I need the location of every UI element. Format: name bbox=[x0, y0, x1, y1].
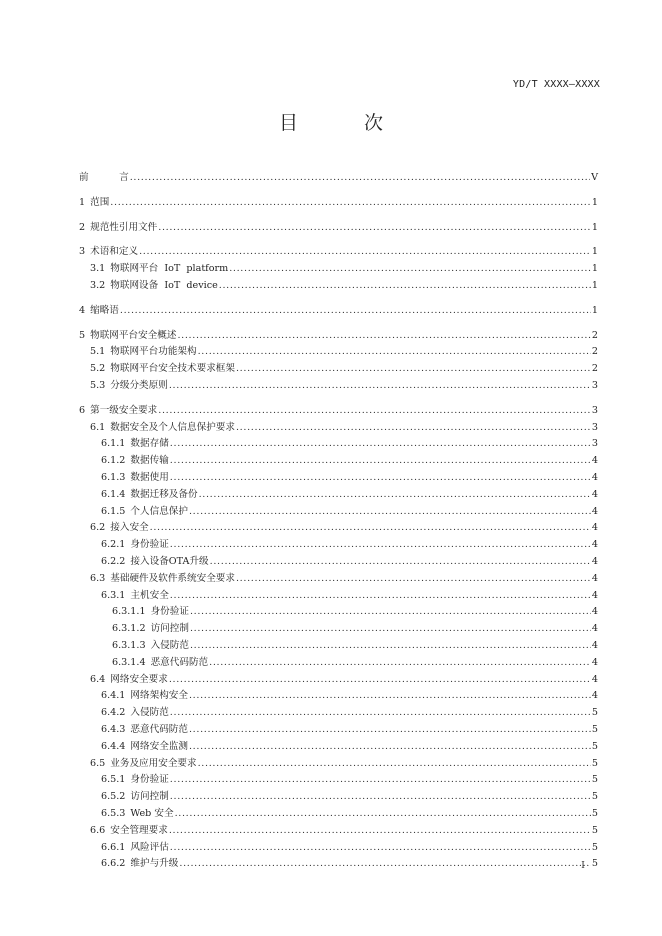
toc-entry[interactable] bbox=[90, 262, 598, 276]
toc-entry-number: 6.1.2 bbox=[101, 455, 126, 467]
toc-entry-number: 6.1.1 bbox=[101, 438, 126, 450]
toc-leader-dots bbox=[198, 757, 591, 771]
toc-entry-number: 6.3.1 bbox=[101, 589, 126, 601]
toc-leader-dots bbox=[169, 379, 591, 393]
toc-entry-page: 4 bbox=[591, 522, 598, 534]
toc-entry[interactable] bbox=[112, 605, 598, 619]
toc-leader-dots bbox=[170, 538, 591, 552]
toc-entry-page: 4 bbox=[591, 673, 598, 685]
toc-entry-title: 术语和定义 bbox=[90, 246, 139, 258]
toc-entry-page: 4 bbox=[591, 539, 598, 551]
toc-entry-title: 恶意代码防范 bbox=[150, 656, 209, 668]
toc-leader-dots bbox=[169, 824, 591, 838]
toc-entry-page: 2 bbox=[591, 346, 598, 358]
toc-entry[interactable] bbox=[90, 345, 598, 359]
toc-entry-title: 身份验证 bbox=[150, 606, 189, 618]
toc-entry-number: 6.5 bbox=[90, 757, 106, 769]
toc-entry[interactable] bbox=[90, 379, 598, 393]
toc-entry[interactable] bbox=[101, 538, 598, 552]
toc-entry-page: 5 bbox=[591, 774, 598, 786]
toc-entry-number: 6.5.3 bbox=[101, 808, 126, 819]
document-code: YD/T XXXX—XXXX bbox=[512, 79, 600, 90]
toc-entry[interactable] bbox=[112, 622, 598, 636]
toc-entry-title: 网络安全监测 bbox=[130, 740, 188, 752]
toc-entry-page: 5 bbox=[591, 724, 598, 735]
toc-entry-title: 入侵防范 bbox=[150, 640, 189, 651]
toc-entry[interactable] bbox=[90, 362, 598, 376]
toc-leader-dots bbox=[190, 639, 591, 653]
toc-entry[interactable] bbox=[101, 773, 598, 787]
page-title: 目 次 bbox=[278, 112, 414, 134]
toc-entry-page: 3 bbox=[591, 438, 598, 450]
toc-entry[interactable] bbox=[90, 824, 598, 838]
toc-entry-number: 6.2 bbox=[90, 522, 106, 534]
toc-entry-number: 6.1.3 bbox=[101, 472, 126, 483]
toc-leader-dots bbox=[110, 196, 591, 210]
toc-entry-number: 前 bbox=[79, 172, 89, 183]
toc-entry[interactable] bbox=[79, 196, 598, 210]
toc-entry-number: 6.6.2 bbox=[101, 858, 126, 870]
toc-entry-number: 6.4.2 bbox=[101, 707, 126, 719]
toc-entry-page: 4 bbox=[591, 488, 598, 500]
toc-entry-page: 4 bbox=[591, 606, 598, 618]
toc-entry-page: 4 bbox=[591, 556, 598, 567]
toc-entry-title: 接入设备OTA升级 bbox=[130, 556, 209, 567]
toc-entry-title: 身份验证 bbox=[130, 774, 169, 786]
toc-leader-dots bbox=[150, 521, 591, 535]
toc-entry-number: 5.1 bbox=[90, 346, 106, 358]
toc-leader-dots bbox=[189, 689, 591, 703]
toc-entry-title: 安全管理要求 bbox=[110, 824, 168, 836]
toc-entry-number: 6.3.1.1 bbox=[112, 606, 146, 618]
toc-entry[interactable] bbox=[101, 555, 598, 569]
toc-entry-number: 6.5.1 bbox=[101, 774, 126, 786]
toc-entry-title: 物联网平台安全技术要求框架 bbox=[110, 363, 235, 375]
toc-leader-dots bbox=[209, 656, 591, 670]
toc-leader-dots bbox=[198, 345, 591, 359]
toc-leader-dots bbox=[170, 773, 591, 787]
toc-entry-title: 数据使用 bbox=[130, 472, 169, 483]
toc-entry-number: 6.3.1.4 bbox=[112, 656, 146, 668]
toc-entry-title: 物联网平台功能架构 bbox=[110, 346, 197, 358]
toc-leader-dots bbox=[189, 505, 591, 519]
toc-entry-title: 物联网平台 IoT platform bbox=[110, 263, 229, 275]
toc-leader-dots bbox=[189, 723, 591, 737]
toc-entry-page: 5 bbox=[591, 841, 598, 853]
toc-leader-dots bbox=[236, 421, 591, 435]
toc-leader-dots bbox=[158, 404, 591, 418]
toc-entry-page: 2 bbox=[591, 363, 598, 375]
toc-leader-dots bbox=[190, 622, 591, 636]
toc-entry[interactable] bbox=[90, 279, 598, 293]
toc-leader-dots bbox=[199, 488, 591, 502]
toc-entry-page: 4 bbox=[591, 589, 598, 601]
toc-entry-title: 物联网设备 IoT device bbox=[110, 280, 218, 291]
toc-entry-page: 4 bbox=[591, 505, 598, 517]
toc-entry-number: 6.3.1.2 bbox=[112, 623, 146, 635]
toc-entry[interactable] bbox=[101, 841, 598, 855]
toc-entry-title: 第一级安全要求 bbox=[90, 404, 158, 416]
toc-entry[interactable] bbox=[90, 421, 598, 435]
toc-entry[interactable] bbox=[90, 521, 598, 535]
toc-entry-number: 6.4.1 bbox=[101, 690, 126, 702]
toc-entry-title: 缩略语 bbox=[90, 304, 119, 316]
toc-leader-dots bbox=[120, 304, 591, 318]
toc-entry-number: 6.4.3 bbox=[101, 724, 126, 735]
toc-entry-page: V bbox=[591, 172, 598, 183]
toc-entry-title: 入侵防范 bbox=[130, 707, 169, 719]
toc-entry-number: 6.6.1 bbox=[101, 841, 126, 853]
toc-leader-dots bbox=[236, 362, 591, 376]
toc-entry-page: 1 bbox=[591, 263, 598, 275]
toc-entry[interactable] bbox=[79, 171, 598, 185]
toc-entry-page: 4 bbox=[591, 455, 598, 467]
toc-entry[interactable] bbox=[90, 572, 598, 586]
toc-entry-title: 网络安全要求 bbox=[110, 673, 168, 685]
toc-entry-title: Web 安全 bbox=[130, 808, 174, 819]
toc-entry-title: 数据传输 bbox=[130, 455, 169, 467]
toc-entry-page: 4 bbox=[591, 472, 598, 483]
toc-entry-page: 5 bbox=[591, 740, 598, 752]
toc-entry-title: 数据迁移及备份 bbox=[130, 488, 198, 500]
toc-entry-title: 范围 bbox=[90, 196, 110, 208]
toc-entry-title: 物联网平台安全概述 bbox=[90, 329, 177, 341]
toc-entry-number: 1 bbox=[79, 196, 86, 208]
toc-entry[interactable] bbox=[101, 471, 598, 485]
toc-entry-title: 身份验证 bbox=[130, 539, 169, 551]
toc-entry[interactable] bbox=[101, 723, 598, 737]
toc-entry-number: 3.2 bbox=[90, 280, 106, 291]
toc-entry-title: 恶意代码防范 bbox=[130, 724, 188, 735]
toc-entry-page: 4 bbox=[591, 690, 598, 702]
toc-entry-title: 访问控制 bbox=[130, 791, 169, 803]
toc-entry-page: 4 bbox=[591, 656, 598, 668]
toc-entry[interactable] bbox=[79, 329, 598, 343]
toc-entry-number: 6.3.1.3 bbox=[112, 640, 146, 651]
toc-entry-number: 6.4 bbox=[90, 673, 106, 685]
toc-entry-page: 1 bbox=[591, 246, 598, 258]
toc-entry-title: 网络架构安全 bbox=[130, 690, 188, 702]
toc-leader-dots bbox=[175, 807, 591, 821]
page-number: I bbox=[581, 861, 585, 871]
toc-entry[interactable] bbox=[101, 488, 598, 502]
toc-leader-dots bbox=[170, 706, 591, 720]
toc-entry-title: 数据安全及个人信息保护要求 bbox=[110, 421, 235, 433]
toc-entry-page: 5 bbox=[591, 757, 598, 769]
toc-entry-title: 业务及应用安全要求 bbox=[110, 757, 197, 769]
toc-entry-page: 5 bbox=[591, 808, 598, 819]
toc-leader-dots bbox=[189, 740, 591, 754]
toc-entry[interactable] bbox=[90, 757, 598, 771]
toc-leader-dots bbox=[219, 279, 591, 293]
toc-entry-page: 3 bbox=[591, 380, 598, 391]
toc-leader-dots bbox=[170, 589, 591, 603]
toc-entry[interactable] bbox=[101, 454, 598, 468]
toc-entry[interactable] bbox=[79, 245, 598, 259]
toc-entry-page: 1 bbox=[591, 196, 598, 208]
toc-entry-page: 1 bbox=[591, 221, 598, 233]
toc-entry-title: 接入安全 bbox=[110, 522, 149, 534]
toc-leader-dots bbox=[170, 454, 591, 468]
toc-leader-dots bbox=[130, 171, 590, 185]
toc-entry-title: 规范性引用文件 bbox=[90, 221, 158, 233]
toc-entry-page: 5 bbox=[591, 707, 598, 719]
toc-entry-number: 6.1 bbox=[90, 421, 106, 433]
toc-entry-title: 数据存储 bbox=[130, 438, 169, 450]
toc-leader-dots bbox=[229, 262, 591, 276]
toc-entry[interactable] bbox=[112, 639, 598, 653]
toc-entry-number: 3.1 bbox=[90, 263, 106, 275]
toc-entry-page: 3 bbox=[591, 404, 598, 416]
toc-entry-number: 2 bbox=[79, 221, 86, 233]
toc-entry-number: 6.6 bbox=[90, 824, 106, 836]
toc-entry-page: 1 bbox=[591, 280, 598, 291]
toc-entry[interactable] bbox=[101, 505, 598, 519]
toc-entry-title: 言 bbox=[88, 172, 129, 183]
toc-leader-dots bbox=[170, 790, 591, 804]
toc-entry-number: 5.2 bbox=[90, 363, 106, 375]
toc-entry[interactable] bbox=[101, 790, 598, 804]
toc-leader-dots bbox=[139, 245, 591, 259]
toc-entry-number: 5.3 bbox=[90, 380, 106, 391]
toc-entry-number: 6.3 bbox=[90, 572, 106, 584]
toc-entry[interactable] bbox=[90, 673, 598, 687]
toc-leader-dots bbox=[158, 221, 591, 235]
toc-leader-dots bbox=[190, 605, 591, 619]
toc-entry-page: 5 bbox=[591, 824, 598, 836]
toc-entry-page: 4 bbox=[591, 623, 598, 635]
toc-entry-number: 5 bbox=[79, 329, 86, 341]
toc-entry-page: 2 bbox=[591, 329, 598, 341]
toc-entry[interactable] bbox=[101, 706, 598, 720]
toc-entry-page: 5 bbox=[591, 791, 598, 803]
toc-entry-page: 5 bbox=[591, 858, 598, 870]
toc-entry-number: 6.2.2 bbox=[101, 556, 126, 567]
toc-entry-number: 6.2.1 bbox=[101, 539, 126, 551]
toc-entry[interactable] bbox=[101, 740, 598, 754]
toc-entry-number: 6.5.2 bbox=[101, 791, 126, 803]
toc-leader-dots bbox=[170, 841, 591, 855]
toc-entry-title: 基础硬件及软件系统安全要求 bbox=[110, 572, 235, 584]
toc-entry-number: 4 bbox=[79, 304, 86, 316]
toc-leader-dots bbox=[170, 437, 591, 451]
toc-leader-dots bbox=[177, 329, 590, 343]
toc-entry-title: 主机安全 bbox=[130, 589, 169, 601]
toc-entry-title: 风险评估 bbox=[130, 841, 169, 853]
toc-entry[interactable] bbox=[101, 807, 598, 821]
toc-entry-title: 维护与升级 bbox=[130, 858, 179, 870]
toc-leader-dots bbox=[170, 471, 591, 485]
toc-entry[interactable] bbox=[79, 304, 598, 318]
toc-entry-number: 6.1.4 bbox=[101, 488, 126, 500]
toc-entry-page: 1 bbox=[591, 304, 598, 316]
toc-entry-number: 3 bbox=[79, 246, 86, 258]
toc-entry-title: 个人信息保护 bbox=[130, 505, 188, 517]
toc-leader-dots bbox=[210, 555, 591, 569]
toc-leader-dots bbox=[236, 572, 591, 586]
toc-entry-number: 6 bbox=[79, 404, 86, 416]
toc-entry-page: 3 bbox=[591, 421, 598, 433]
toc-entry-page: 4 bbox=[591, 572, 598, 584]
toc-entry[interactable] bbox=[101, 689, 598, 703]
toc-entry[interactable] bbox=[101, 589, 598, 603]
toc-entry[interactable] bbox=[101, 437, 598, 451]
toc-entry-title: 分级分类原则 bbox=[110, 380, 168, 391]
toc-entry-title: 访问控制 bbox=[150, 623, 189, 635]
toc-entry[interactable] bbox=[79, 404, 598, 418]
toc-entry[interactable] bbox=[79, 221, 598, 235]
toc-entry[interactable] bbox=[112, 656, 598, 670]
toc-entry-number: 6.4.4 bbox=[101, 740, 126, 752]
toc-entry-number: 6.1.5 bbox=[101, 505, 126, 517]
toc-entry-page: 4 bbox=[591, 640, 598, 651]
toc-leader-dots bbox=[169, 673, 591, 687]
